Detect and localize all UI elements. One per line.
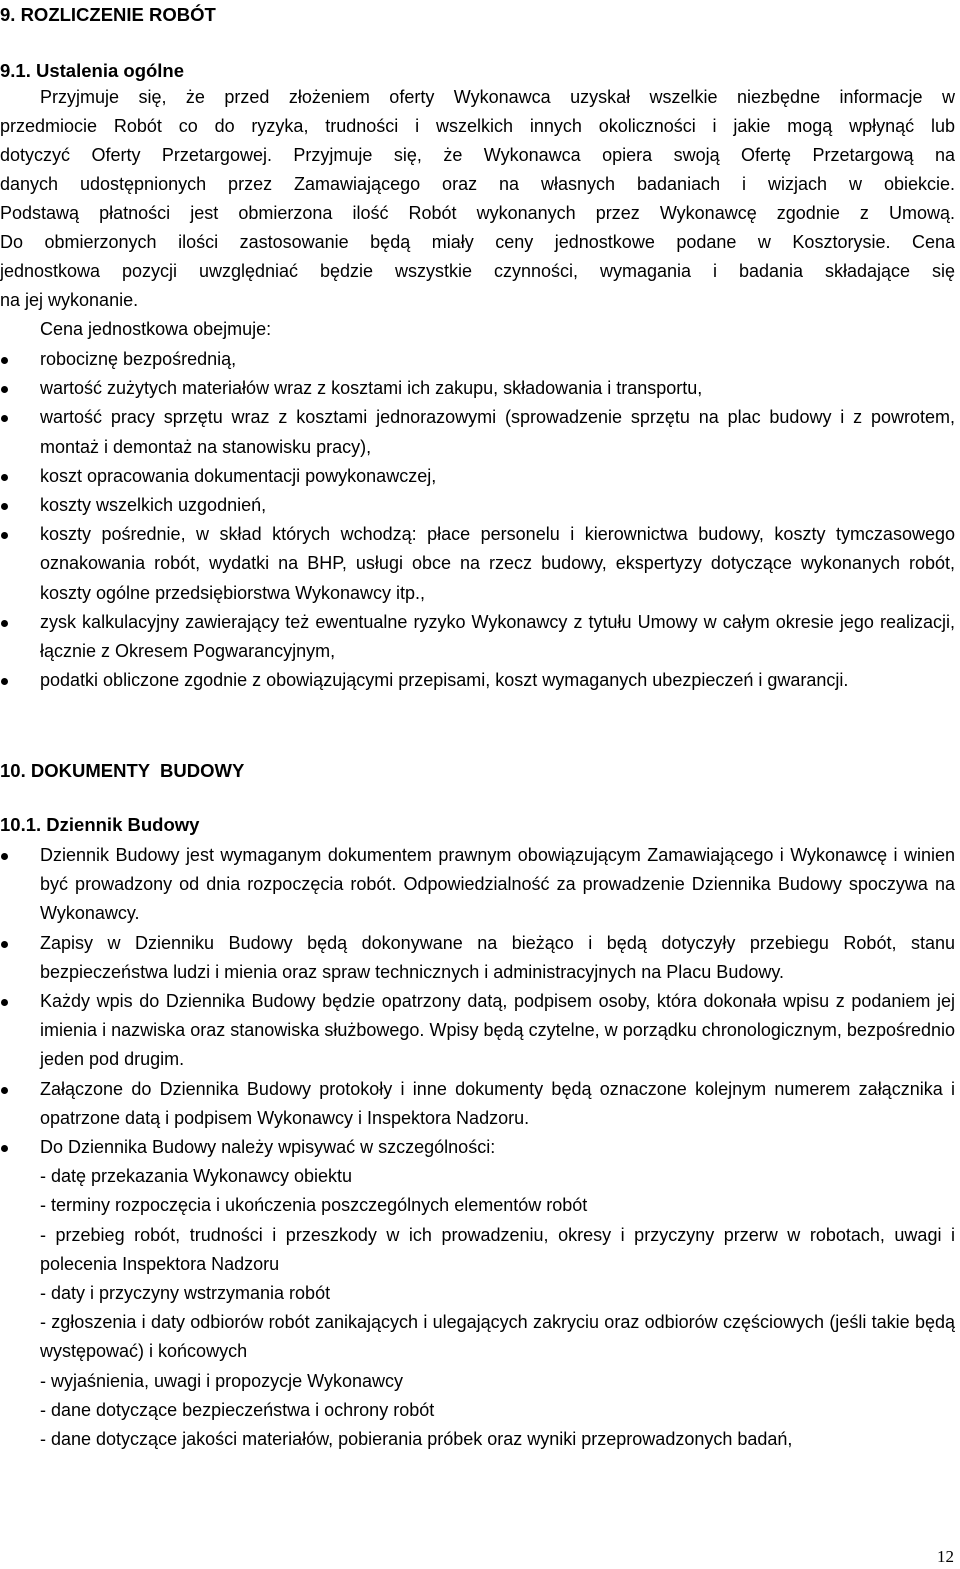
bullet-icon — [1, 1145, 8, 1152]
paragraph-line: Do obmierzonych ilości zastosowanie będą miały ceny jednostkowe podane w Kosztorysie. Cena — [0, 232, 955, 252]
section-9-heading: 9. ROZLICZENIE ROBÓT — [0, 4, 216, 25]
paragraph-line: Przyjmuje się, że przed złożeniem oferty Wykonawca uzyskał wszelkie niezbędne informacje w — [40, 87, 955, 107]
diary-entries-list — [40, 1162, 955, 1454]
paragraph-line: danych udostępnionych przez Zamawiającego oraz na własnych badaniach i wizjach w obiekcie. — [0, 174, 955, 194]
bullet-icon — [1, 1087, 8, 1094]
bullet-icon — [1, 415, 8, 422]
list-item: Dziennik Budowy jest wymaganym dokumentem prawnym obowiązującym Zamawiającego i Wykonawcę i winien być prowadzony od dnia rozpoczęcia robót. Odpowiedzialność za prowadzenie Dziennika Budowy spoczywa na Wykonawcy. — [0, 841, 955, 929]
list-item: Załączone do Dziennika Budowy protokoły i inne dokumenty będą oznaczone kolejnym numerem załącznika i opatrzone datą i podpisem Wykonawcy i Inspektora Nadzoru. — [0, 1075, 955, 1133]
bullet-icon — [1, 386, 8, 393]
diary-entry: - datę przekazania Wykonawcy obiektu — [40, 1166, 352, 1187]
diary-entry: - wyjaśnienia, uwagi i propozycje Wykonawcy — [40, 1370, 403, 1391]
price-components-list — [0, 345, 955, 695]
page-number: 12 — [937, 1547, 954, 1566]
bullet-icon — [1, 503, 8, 510]
list-item: Do Dziennika Budowy należy wpisywać w szczególności: - datę przekazania Wykonawcy obiektu - terminy rozpoczęcia i ukończenia poszczególnych elementów robót - przebieg robót, trudności i przeszkody w ich prowadzeniu, okresy i przyczyny przerw w robotach, uwagi i polecenia Inspektora Nadzoru - daty i przyczyny wstrzymania robót - zgłoszenia i daty odbiorów robót zanikających i ulegających zakryciu oraz odbiorów częściowych (jeśli takie będą występować) i końcowych - wyjaśnienia, uwagi i propozycje Wykonawcy - dane dotyczące bezpieczeństwa i ochrony robót - dane dotyczące jakości materiałów, pobierania próbek oraz wyniki przeprowadzonych badań, — [0, 1133, 955, 1454]
paragraph-line: dotyczyć Oferty Przetargowej. Przyjmuje się, że Wykonawca opiera swoją Ofertę Przetargową na — [0, 145, 955, 165]
paragraph-line: przedmiocie Robót co do ryzyka, trudności i wszelkich innych okoliczności i jakie mogą wpłynąć lub — [0, 116, 955, 136]
diary-entry: - przebieg robót, trudności i przeszkody w ich prowadzeniu, okresy i przyczyny przerw w robotach, uwagi i polecenia Inspektora Nadzoru — [40, 1224, 955, 1274]
bullet-icon — [1, 474, 8, 481]
paragraph-line: Podstawą płatności jest obmierzona ilość Robót wykonanych przez Wykonawcę zgodnie z Umową. — [0, 203, 955, 223]
list-item: podatki obliczone zgodnie z obowiązującymi przepisami, koszt wymaganych ubezpieczeń i gwarancji. — [0, 666, 955, 695]
bullet-icon — [1, 999, 8, 1006]
bullet-icon — [1, 678, 8, 685]
section-9-1-heading: 9.1. Ustalenia ogólne — [0, 60, 185, 81]
bullet-icon — [1, 532, 8, 539]
bullet-icon — [1, 620, 8, 627]
diary-entry: - daty i przyczyny wstrzymania robót — [40, 1283, 331, 1304]
diary-entry: - dane dotyczące jakości materiałów, pobierania próbek oraz wyniki przeprowadzonych badań, — [40, 1429, 793, 1450]
section-9-1-paragraph — [0, 83, 955, 344]
site-diary-list — [0, 841, 955, 1454]
diary-entry: - terminy rozpoczęcia i ukończenia poszczególnych elementów robót — [40, 1195, 588, 1216]
list-item: koszt opracowania dokumentacji powykonawczej, — [0, 462, 955, 491]
bullet-icon — [1, 853, 8, 860]
list-item: koszty pośrednie, w skład których wchodzą: płace personelu i kierownictwa budowy, koszty tymczasowego oznakowania robót, wydatki na BHP, usługi obce na rzecz budowy, ekspertyzy dotyczące wykonanych robót, koszty ogólne przedsiębiorstwa Wykonawcy itp., — [0, 520, 955, 608]
list-item: wartość zużytych materiałów wraz z kosztami ich zakupu, składowania i transportu, — [0, 374, 955, 403]
bullet-icon — [1, 941, 8, 948]
section-10-1-heading: 10.1. Dziennik Budowy — [0, 814, 200, 835]
paragraph-line: jednostkowa pozycji uwzględniać będzie wszystkie czynności, wymagania i badania składające się — [0, 261, 955, 281]
list-item: robociznę bezpośrednią, — [0, 345, 955, 374]
paragraph-line: na jej wykonanie. — [0, 290, 139, 310]
list-item: Zapisy w Dzienniku Budowy będą dokonywane na bieżąco i będą dotyczyły przebiegu Robót, stanu bezpieczeństwa ludzi i mienia oraz spraw technicznych i administracyjnych na Placu Budowy. — [0, 929, 955, 987]
bullet-icon — [1, 357, 8, 364]
paragraph-line: Cena jednostkowa obejmuje: — [40, 319, 272, 339]
section-10-heading: 10. DOKUMENTY BUDOWY — [0, 760, 245, 781]
diary-entry: - dane dotyczące bezpieczeństwa i ochrony robót — [40, 1399, 435, 1420]
list-item: koszty wszelkich uzgodnień, — [0, 491, 955, 520]
list-item: wartość pracy sprzętu wraz z kosztami jednorazowymi (sprowadzenie sprzętu na plac budowy i z powrotem, montaż i demontaż na stanowisku pracy), — [0, 403, 955, 461]
list-item: Każdy wpis do Dziennika Budowy będzie opatrzony datą, podpisem osoby, która dokonała wpisu z podaniem jej imienia i nazwiska oraz stanowiska służbowego. Wpisy będą czytelne, w porządku chronologicznym, bezpośrednio jeden pod drugim. — [0, 987, 955, 1075]
diary-entry: - zgłoszenia i daty odbiorów robót zanikających i ulegających zakryciu oraz odbiorów częściowych (jeśli takie będą występować) i końcowych — [40, 1312, 955, 1362]
list-item: zysk kalkulacyjny zawierający też ewentualne ryzyko Wykonawcy z tytułu Umowy w całym okresie jego realizacji, łącznie z Okresem Pogwarancyjnym, — [0, 608, 955, 666]
